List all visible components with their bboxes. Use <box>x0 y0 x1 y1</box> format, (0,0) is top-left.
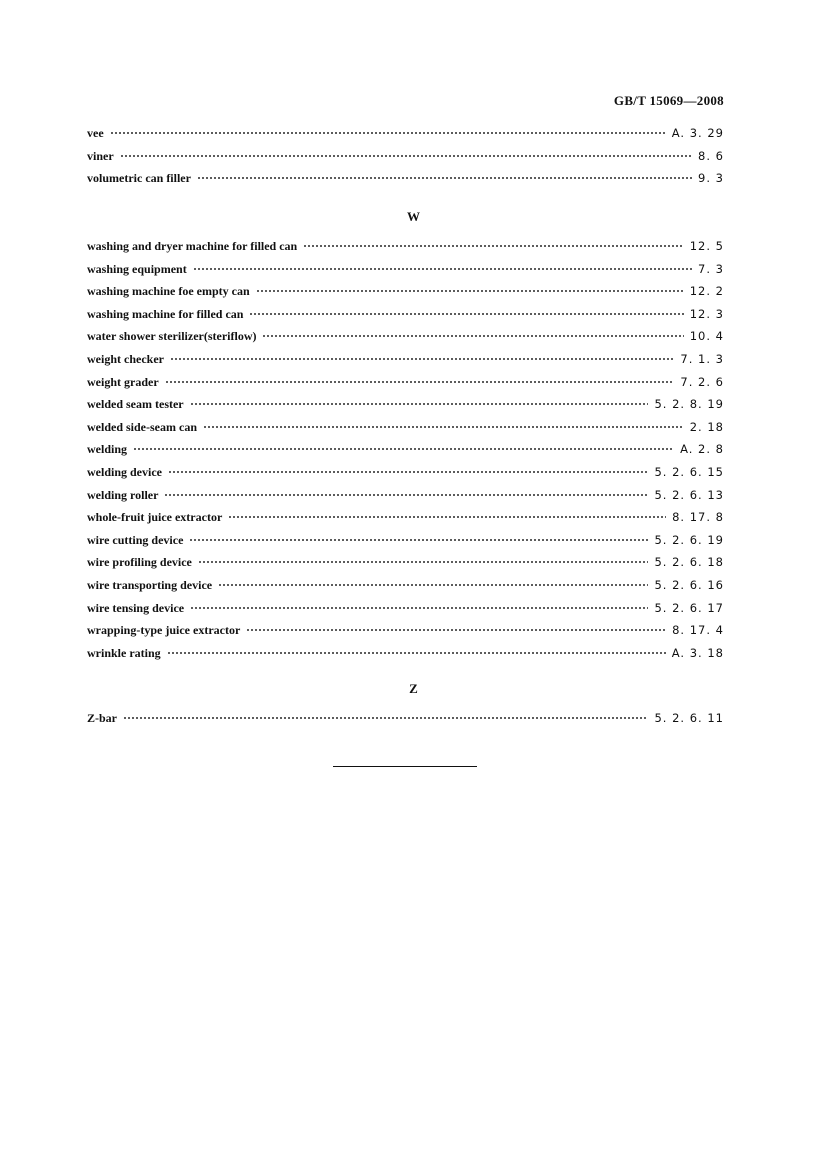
clause-reference: A. 3. 29 <box>671 126 724 140</box>
clause-reference: A. 3. 18 <box>671 645 724 660</box>
clause-reference: 5. 2. 8. 19 <box>654 397 724 412</box>
index-entry <box>87 555 724 578</box>
index-entry <box>87 352 724 375</box>
index-entry <box>87 465 724 488</box>
clause-reference: A. 2. 8 <box>680 442 724 457</box>
clause-reference: 12. 5 <box>689 239 724 253</box>
end-rule-divider <box>333 766 477 767</box>
index-term: water shower sterilizer(steriflow) <box>87 329 257 344</box>
index-entry <box>87 442 724 465</box>
leader-dots <box>165 377 675 387</box>
clause-reference: 10. 4 <box>689 329 724 344</box>
clause-reference: 12. 3 <box>689 306 724 321</box>
index-term: washing machine for filled can <box>87 306 244 321</box>
index-term: washing and dryer machine for filled can <box>87 239 298 253</box>
index-entry <box>87 262 724 285</box>
leader-dots <box>249 309 683 319</box>
index-term: Z-bar <box>87 711 117 725</box>
leader-dots <box>198 557 649 567</box>
index-term: vee <box>87 126 104 140</box>
leader-dots <box>193 264 692 274</box>
index-group-z <box>87 711 724 734</box>
clause-reference: 5. 2. 6. 17 <box>654 600 724 615</box>
index-term: viner <box>87 148 114 163</box>
clause-reference: 5. 2. 6. 13 <box>654 487 724 502</box>
leader-dots <box>167 648 666 658</box>
clause-reference: 5. 2. 6. 15 <box>654 464 724 479</box>
clause-reference: 8. 6 <box>698 148 724 163</box>
clause-reference: 7. 3 <box>698 261 724 276</box>
leader-dots <box>123 713 648 723</box>
leader-dots <box>228 512 666 522</box>
index-term: wrinkle rating <box>87 645 161 660</box>
index-term: wire cutting device <box>87 532 184 547</box>
index-entry <box>87 578 724 601</box>
index-entry <box>87 510 724 533</box>
index-entry <box>87 711 724 734</box>
index-term: washing machine foe empty can <box>87 284 250 299</box>
index-term: welding <box>87 442 128 457</box>
leader-dots <box>303 241 684 251</box>
leader-dots <box>133 444 674 454</box>
index-entry <box>87 397 724 420</box>
index-term: whole-fruit juice extractor <box>87 510 223 525</box>
index-entry <box>87 623 724 646</box>
index-entry <box>87 284 724 307</box>
index-term: welding roller <box>87 487 159 502</box>
clause-reference: 7. 2. 6 <box>680 374 724 389</box>
leader-dots <box>256 286 684 296</box>
leader-dots <box>170 354 674 364</box>
index-entry <box>87 375 724 398</box>
index-term: weight grader <box>87 374 159 389</box>
section-letter-w: W <box>407 209 420 224</box>
index-entry <box>87 239 724 262</box>
index-entry <box>87 420 724 443</box>
index-term: welded side-seam can <box>87 419 197 434</box>
index-term: weight checker <box>87 351 164 366</box>
leader-dots <box>203 422 684 432</box>
index-term: volumetric can filler <box>87 171 191 186</box>
clause-reference: 5. 2. 6. 11 <box>654 711 724 725</box>
index-term: wire tensing device <box>87 600 185 615</box>
index-entry <box>87 601 724 624</box>
leader-dots <box>218 580 648 590</box>
index-entry <box>87 329 724 352</box>
index-term: welded seam tester <box>87 397 184 412</box>
leader-dots <box>190 399 649 409</box>
index-term: washing equipment <box>87 261 187 276</box>
clause-reference: 5. 2. 6. 18 <box>654 555 724 570</box>
leader-dots <box>197 173 692 183</box>
index-term: wire transporting device <box>87 577 213 592</box>
clause-reference: 5. 2. 6. 19 <box>654 532 724 547</box>
clause-reference: 9. 3 <box>698 171 724 186</box>
section-letter-z: Z <box>409 681 418 696</box>
leader-dots <box>190 603 648 613</box>
index-term: wire profiling device <box>87 555 192 570</box>
leader-dots <box>164 490 648 500</box>
index-entry <box>87 149 724 172</box>
leader-dots <box>120 151 692 161</box>
clause-reference: 5. 2. 6. 16 <box>654 577 724 592</box>
leader-dots <box>189 535 648 545</box>
clause-reference: 8. 17. 8 <box>672 510 724 525</box>
document-code-header: GB/T 15069—2008 <box>613 93 724 108</box>
index-group-w <box>87 239 724 668</box>
index-group-v <box>87 126 724 194</box>
leader-dots <box>110 128 666 138</box>
leader-dots <box>262 331 683 341</box>
index-term: welding device <box>87 464 162 479</box>
index-entry <box>87 171 724 194</box>
clause-reference: 2. 18 <box>689 419 724 434</box>
index-entry <box>87 488 724 511</box>
clause-reference: 7. 1. 3 <box>680 351 724 366</box>
index-term: wrapping-type juice extractor <box>87 623 241 638</box>
clause-reference: 12. 2 <box>689 284 724 299</box>
index-entry <box>87 126 724 149</box>
clause-reference: 8. 17. 4 <box>672 623 724 638</box>
leader-dots <box>246 625 666 635</box>
index-entry <box>87 533 724 556</box>
index-entry <box>87 646 724 669</box>
index-entry <box>87 307 724 330</box>
leader-dots <box>168 467 648 477</box>
